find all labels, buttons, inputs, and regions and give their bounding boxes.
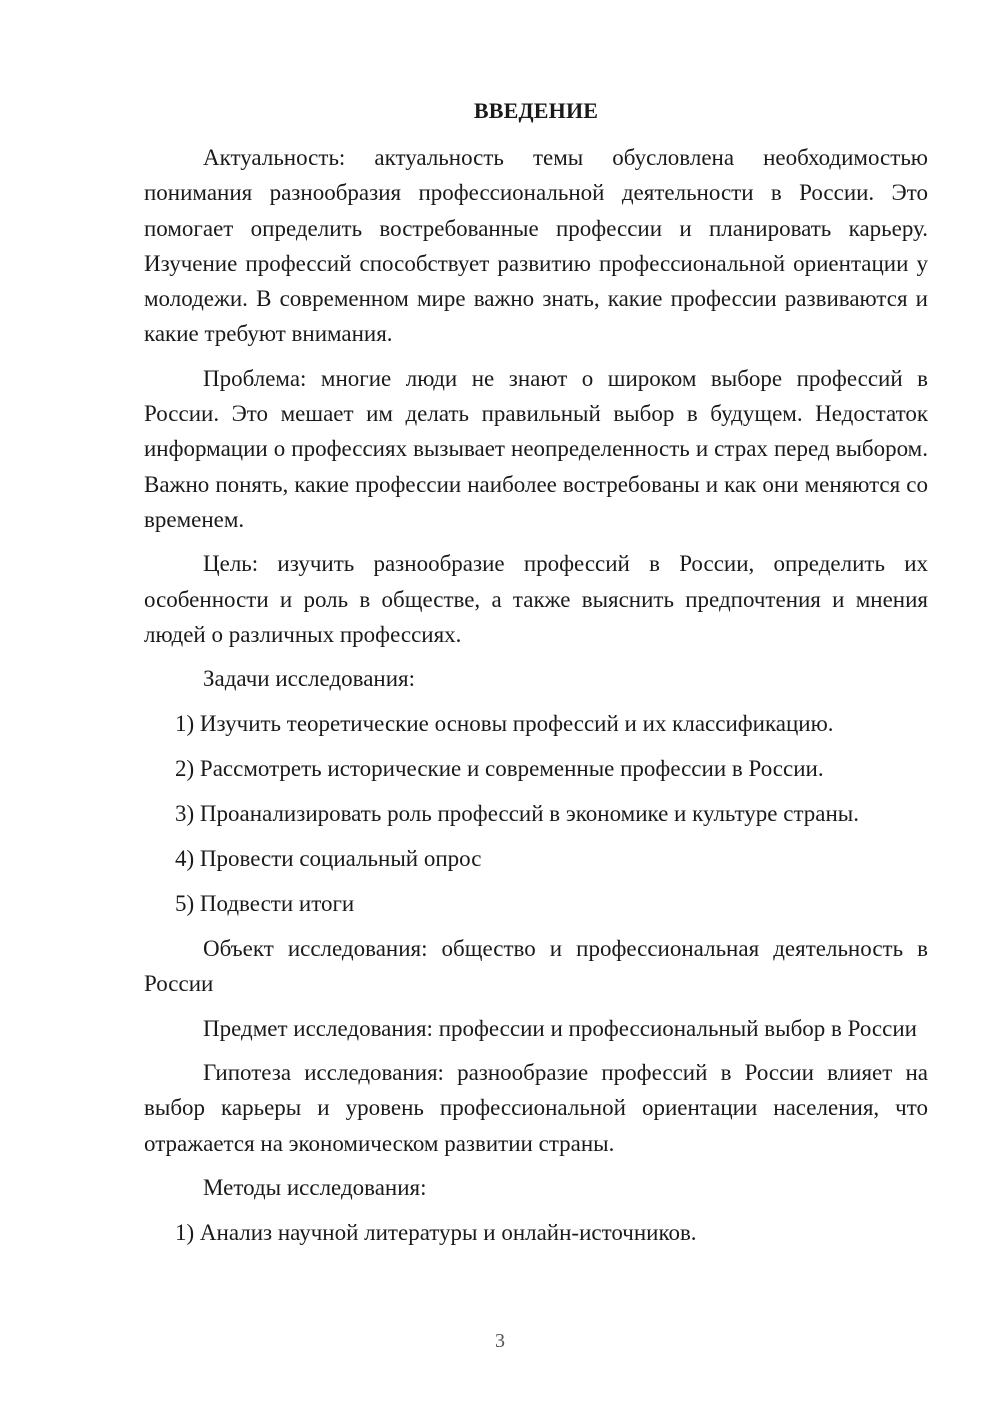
methods-heading: Методы исследования: [203, 1174, 427, 1200]
hypothesis-paragraph: Гипотеза исследования: разнообразие профессий в России влияет на выбор карьеры и уровень профессиональной ориентации населения, что отражается на экономическом развитии страны. [144, 1060, 928, 1156]
document-page [144, 94, 928, 1260]
task-item: 2) Рассмотреть исторические и современные профессии в России. [175, 756, 824, 782]
problem-paragraph: Проблема: многие люди не знают о широком выборе профессий в России. Это мешает им делать правильный выбор в будущем. Недостаток информации о профессиях вызывает неопределенность и страх перед выбором. Важно понять, какие профессии наиболее востребованы и как они меняются со временем. [144, 365, 928, 532]
relevance-paragraph: Актуальность: актуальность темы обусловлена необходимостью понимания разнообразия профессиональной деятельности в России. Это помогает определить востребованные профессии и планировать карьеру. Изучение профессий способствует развитию профессиональной ориентации у молодежи. В современном мире важно знать, какие профессии развиваются и какие требуют внимания. [144, 145, 928, 347]
page-number: 3 [495, 1330, 505, 1352]
object-paragraph: Объект исследования: общество и профессиональная деятельность в России [144, 936, 928, 997]
tasks-heading: Задачи исследования: [203, 666, 416, 692]
task-item: 5) Подвести итоги [175, 891, 355, 917]
section-title: ВВЕДЕНИЕ [473, 98, 599, 123]
task-item: 1) Изучить теоретические основы профессий и их классификацию. [175, 711, 834, 737]
task-item: 3) Проанализировать роль профессий в экономике и культуре страны. [175, 801, 860, 827]
task-item: 4) Провести социальный опрос [175, 846, 482, 872]
subject-paragraph: Предмет исследования: профессии и профессиональный выбор в России [203, 1015, 917, 1041]
method-item: 1) Анализ научной литературы и онлайн-источников. [175, 1219, 697, 1245]
goal-paragraph: Цель: изучить разнообразие профессий в России, определить их особенности и роль в обществе, а также выяснить предпочтения и мнения людей о различных профессиях. [144, 551, 928, 647]
